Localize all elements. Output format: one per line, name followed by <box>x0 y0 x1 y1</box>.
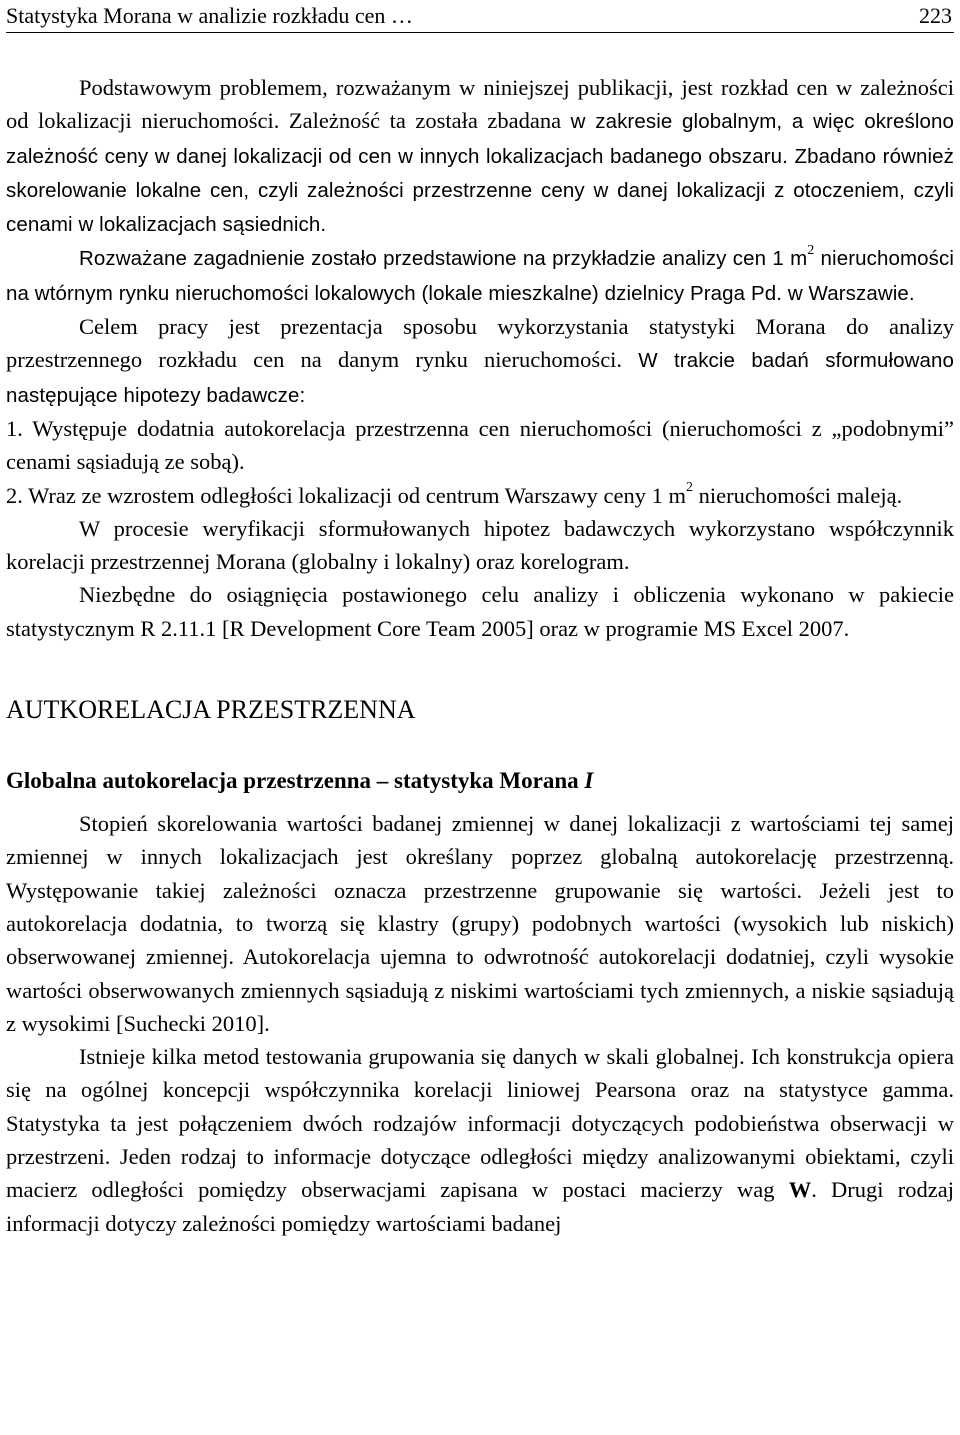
hypothesis-2-part-a: 2. Wraz ze wzrostem odległości lokalizacji od centrum Warszawy ceny 1 m <box>6 482 686 508</box>
intro-paragraph-1 <box>6 71 954 241</box>
intro-paragraph-5: Niezbędne do osiągnięcia postawionego celu analizy i obliczenia wykonano w pakiecie statystycznym R 2.11.1 [R Development Core Team 2005] oraz w programie MS Excel 2007. <box>6 582 954 641</box>
section-paragraph-2-part-b: . Drugi rodzaj informacji dotyczy zależności pomiędzy wartościami badanej <box>6 1177 954 1236</box>
section-heading: AUTKORELACJA PRZESTRZENNA <box>6 695 416 725</box>
body-text <box>6 71 954 1240</box>
intro-paragraph-2-part-a: Rozważane zagadnienie zostało przedstawione na przykładzie analizy cen 1 m <box>79 247 808 271</box>
page-number: 223 <box>919 3 952 28</box>
running-header-title: Statystyka Morana w analizie rozkładu cen … <box>6 3 413 28</box>
superscript-2: 2 <box>807 242 815 258</box>
section-paragraph-2 <box>6 1040 954 1240</box>
hypothesis-2 <box>6 479 954 512</box>
subsection-heading <box>6 765 954 797</box>
intro-paragraph-1-part-b: w zakresie globalnym, a więc określono zależność ceny w danej lokalizacji od cen w innych lokalizacjach badanego obszaru. Zbadano również skorelowanie lokalne cen, czyli zależności przestrzenne ceny w danej lokalizacji z otoczeniem, czyli cenami w lokalizacjach sąsiednich. <box>6 110 954 237</box>
superscript-2: 2 <box>685 480 693 496</box>
intro-paragraph-3-part-a: Celem pracy jest prezentacja sposobu wykorzystania statystyki Morana do analizy przestrzennego rozkładu cen na danym rynku nieruchomości. <box>6 314 954 373</box>
intro-paragraph-3 <box>6 310 954 412</box>
intro-paragraph-2 <box>6 241 954 310</box>
intro-paragraph-3-part-b: W trakcie badań sformułowano następujące hipotezy badawcze: <box>6 349 955 407</box>
intro-paragraph-4: W procesie weryfikacji sformułowanych hipotez badawczych wykorzystano współczynnik korelacji przestrzennej Morana (globalny i lokalny) oraz korelogram. <box>6 515 954 575</box>
section-paragraph-1: Stopień skorelowania wartości badanej zmiennej w danej lokalizacji z wartościami tej samej zmiennej w innych lokalizacjach jest określany poprzez globalną autokorelację przestrzenną. Występowanie takiej zależności oznacza przestrzenne grupowanie się wartości. Jeżeli jest to autokorelacja dodatnia, to tworzą się klastry (grupy) podobnych wartości (wysokich lub niskich) obserwowanej zmiennej. Autokorelacja ujemna to odwrotność autokorelacji dodatniej, czyli wysokie wartości obserwowanych zmiennych sąsiadują z niskimi wartościami tych zmiennych, a niskie sąsiadują z wysokimi [Suchecki 2010]. <box>6 811 954 1036</box>
hypothesis-2-part-b: nieruchomości maleją. <box>692 482 903 508</box>
subsection-heading-italic: I <box>584 768 594 794</box>
intro-paragraph-2-part-b: nieruchomości na wtórnym rynku nieruchomości lokalowych (lokale mieszkalne) dzielnicy Praga Pd. w Warszawie. <box>6 247 955 305</box>
matrix-symbol-w: W <box>788 1177 812 1203</box>
subsection-heading-text: Globalna autokorelacja przestrzenna – statystyka Morana <box>6 768 585 794</box>
hypothesis-1: 1. Występuje dodatnia autokorelacja przestrzenna cen nieruchomości (nieruchomości z „podobnymi” cenami sąsiadują ze sobą). <box>6 415 954 475</box>
running-header <box>6 0 954 33</box>
section-paragraph-2-part-a: Istnieje kilka metod testowania grupowania się danych w skali globalnej. Ich konstrukcja opiera się na ogólnej koncepcji współczynnika korelacji liniowej Pearsona oraz na statystyce gamma. Statystyka ta jest połączeniem dwóch rodzajów informacji dotyczących podobieństwa obserwacji w przestrzeni. Jeden rodzaj to informacje dotyczące odległości między analizowanymi obiektami, czyli macierz odległości pomiędzy obserwacjami zapisana w postaci macierzy wag <box>6 1044 954 1203</box>
intro-paragraph-1-part-a: Podstawowym problemem, rozważanym w niniejszej publikacji, jest rozkład cen w zależności od lokalizacji nieruchomości. Zależność ta została zbadana <box>6 75 954 134</box>
